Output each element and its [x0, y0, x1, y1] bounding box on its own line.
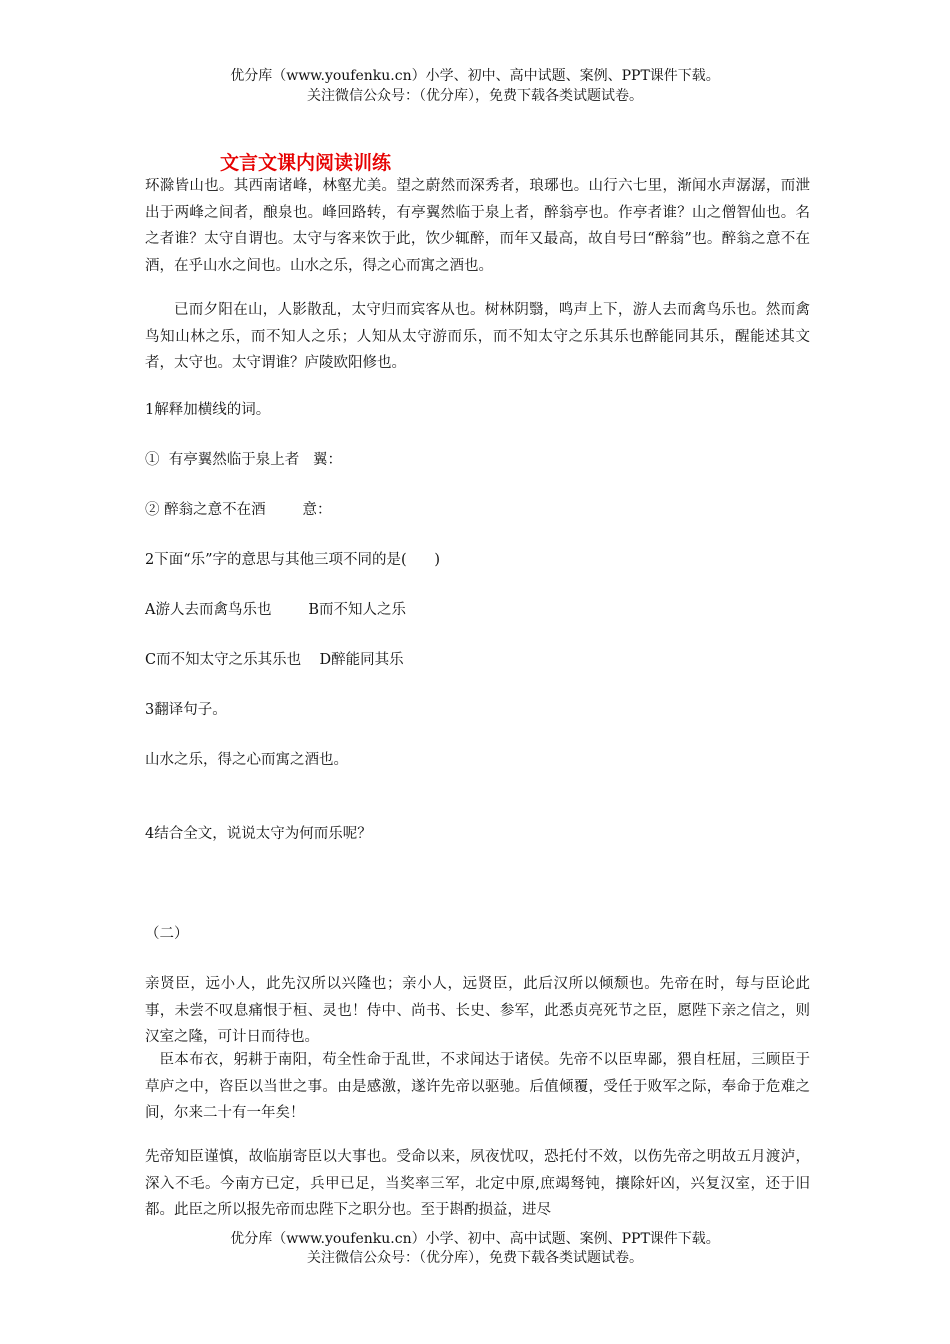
footer-line-2: 关注微信公众号：（优分库），免费下载各类试题试卷。	[307, 1250, 643, 1266]
question-4: 4结合全文，说说太守为何而乐呢？	[145, 826, 372, 842]
question-3: 3翻译句子。	[145, 702, 227, 718]
section-2-paragraph-1: 亲贤臣，远小人，此先汉所以兴隆也；亲小人，远贤臣，此后汉所以倾颓也。先帝在时，每与臣论此事，未尝不叹息痛恨于桓、灵也！侍中、尚书、长史、参军，此悉贞亮死节之臣，愿陛下亲之信之，则汉室之隆，可计日而待也。	[145, 976, 810, 1045]
question-2-options-ab: A游人去而禽鸟乐也 B而不知人之乐	[145, 602, 406, 618]
section-2-label: （二）	[145, 926, 189, 942]
section-2-paragraph-3: 先帝知臣谨慎，故临崩寄臣以大事也。受命以来，夙夜忧叹，恐托付不效，以伤先帝之明故五月渡泸，深入不毛。今南方已定，兵甲已足，当奖率三军，北定中原,庶竭驽钝，攘除奸凶，兴复汉室，还于旧都。此臣之所以报先帝而忠陛下之职分也。至于斟酌损益，进尽	[145, 1149, 810, 1218]
page-title: 文言文课内阅读训练	[220, 152, 392, 174]
footer-line-1: 优分库（www.youfenku.cn）小学、初中、高中试题、案例、PPT课件下载。	[230, 1231, 720, 1247]
passage1-paragraph-2: 已而夕阳在山，人影散乱，太守归而宾客从也。树林阴翳，鸣声上下，游人去而禽鸟乐也。然而禽鸟知山林之乐，而不知人之乐；人知从太守游而乐，而不知太守之乐其乐也醉能同其乐，醒能述其文者，太守也。太守谓谁？庐陵欧阳修也。	[145, 302, 810, 371]
header-line-2: 关注微信公众号：（优分库），免费下载各类试题试卷。	[307, 88, 643, 104]
question-3-sentence: 山水之乐，得之心而寓之酒也。	[145, 752, 348, 768]
section-2-paragraph-2: 臣本布衣，躬耕于南阳，苟全性命于乱世，不求闻达于诸侯。先帝不以臣卑鄙，猥自枉屈，三顾臣于草庐之中，咨臣以当世之事。由是感激，遂许先帝以驱驰。后值倾覆，受任于败军之际，奉命于危难之间，尔来二十有一年矣！	[145, 1052, 810, 1121]
question-2-options-cd: C而不知太守之乐其乐也 D醉能同其乐	[145, 652, 404, 668]
question-1-item-b: ② 醉翁之意不在酒 意：	[145, 502, 332, 518]
question-2: 2下面“乐”字的意思与其他三项不同的是( )	[145, 552, 441, 568]
header-line-1: 优分库（www.youfenku.cn）小学、初中、高中试题、案例、PPT课件下载。	[230, 68, 720, 84]
question-1: 1解释加横线的词。	[145, 402, 271, 418]
question-1-item-a: ① 有亭翼然临于泉上者 翼：	[145, 452, 343, 468]
passage1-paragraph-1: 环滁皆山也。其西南诸峰，林壑尤美。望之蔚然而深秀者，琅琊也。山行六七里，渐闻水声潺潺，而泄出于两峰之间者，酿泉也。峰回路转，有亭翼然临于泉上者，醉翁亭也。作亭者谁？山之僧智仙也。名之者谁？太守自谓也。太守与客来饮于此，饮少辄醉，而年又最高，故自号曰“醉翁”也。醉翁之意不在酒，在乎山水之间也。山水之乐，得之心而寓之酒也。	[145, 178, 810, 274]
